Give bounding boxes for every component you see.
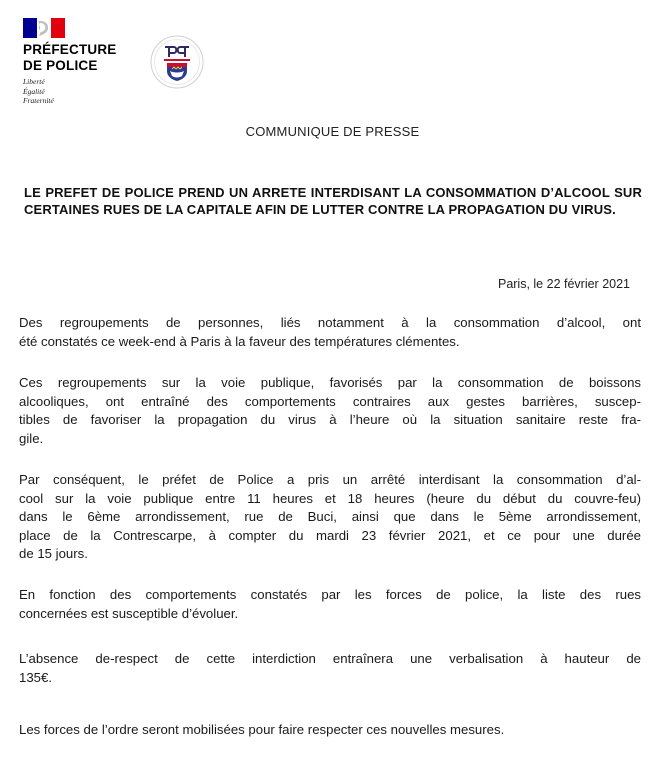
motto-egalite: Égalité <box>23 86 45 96</box>
institution-name-line1: PRÉFECTURE <box>23 42 117 57</box>
paragraph-line: gile. <box>19 430 44 446</box>
motto-liberte: Liberté <box>23 77 45 86</box>
paragraph-line: En fonction des comportements constatés par les forces de police, la liste des rues <box>19 587 641 602</box>
prefecture-de-police-emblem-icon <box>150 35 204 89</box>
motto-fraternite: Fraternité <box>23 96 54 105</box>
paragraph-line: 135€. <box>19 669 53 685</box>
headline: LE PREFET DE POLICE PREND UN ARRETE INTERDISANT LA CONSOMMATION D’ALCOOL SUR CERTAINES RUES DE LA CAPITALE AFIN DE LUTTER CONTRE LA PROPAGATION DU VIRUS. <box>24 185 642 217</box>
paragraph-line: alcooliques, ont entraîné des comportements contraires aux gestes barrières, suscep- <box>19 393 641 409</box>
paragraph-line: cool sur la voie publique entre 11 heures et 18 heures (heure du début du couvre-feu) <box>19 490 641 506</box>
paragraph-line: Les forces de l’ordre seront mobilisées pour faire respecter ces nouvelles mesures. <box>19 722 505 737</box>
paragraph-3 <box>19 471 641 564</box>
place-date: Paris, le 22 février 2021 <box>497 277 630 291</box>
institution-name <box>23 42 117 74</box>
institution-name-line2: DE POLICE <box>23 58 98 73</box>
paragraph-5 <box>19 650 641 687</box>
press-release-title: COMMUNIQUE DE PRESSE <box>245 124 420 139</box>
paragraph-line: dans le 6ème arrondissement, rue de Buci, ainsi que dans le 5ème arrondissement, <box>19 509 641 524</box>
paragraph-4 <box>19 586 641 623</box>
paragraph-2 <box>19 374 641 448</box>
paragraph-line: Par conséquent, le préfet de Police a pris un arrêté interdisant la consommation d’al- <box>19 472 641 487</box>
paragraph-line: tibles de favoriser la propagation du virus à l’heure où la situation sanitaire reste fra- <box>19 412 641 427</box>
marianne-flag-logo-icon <box>23 18 65 38</box>
paragraph-line: de 15 jours. <box>19 546 88 561</box>
paragraph-line: L’absence de-respect de cette interdiction entraînera une verbalisation à hauteur de <box>19 651 641 666</box>
paragraph-1 <box>19 314 641 351</box>
republic-motto <box>23 77 54 106</box>
paragraph-line: Des regroupements de personnes, liés notamment à la consommation d’alcool, ont <box>19 315 641 330</box>
paragraph-line: Ces regroupements sur la voie publique, favorisés par la consommation de boissons <box>19 375 641 390</box>
paragraph-line: concernées est susceptible d’évoluer. <box>19 605 239 621</box>
letterhead <box>23 18 643 118</box>
paragraph-line: été constatés ce week-end à Paris à la faveur des températures clémentes. <box>19 333 460 349</box>
paragraph-6 <box>19 721 641 740</box>
paragraph-line: place de la Contrescarpe, à compter du mardi 23 février 2021, et ce pour une durée <box>19 527 641 543</box>
